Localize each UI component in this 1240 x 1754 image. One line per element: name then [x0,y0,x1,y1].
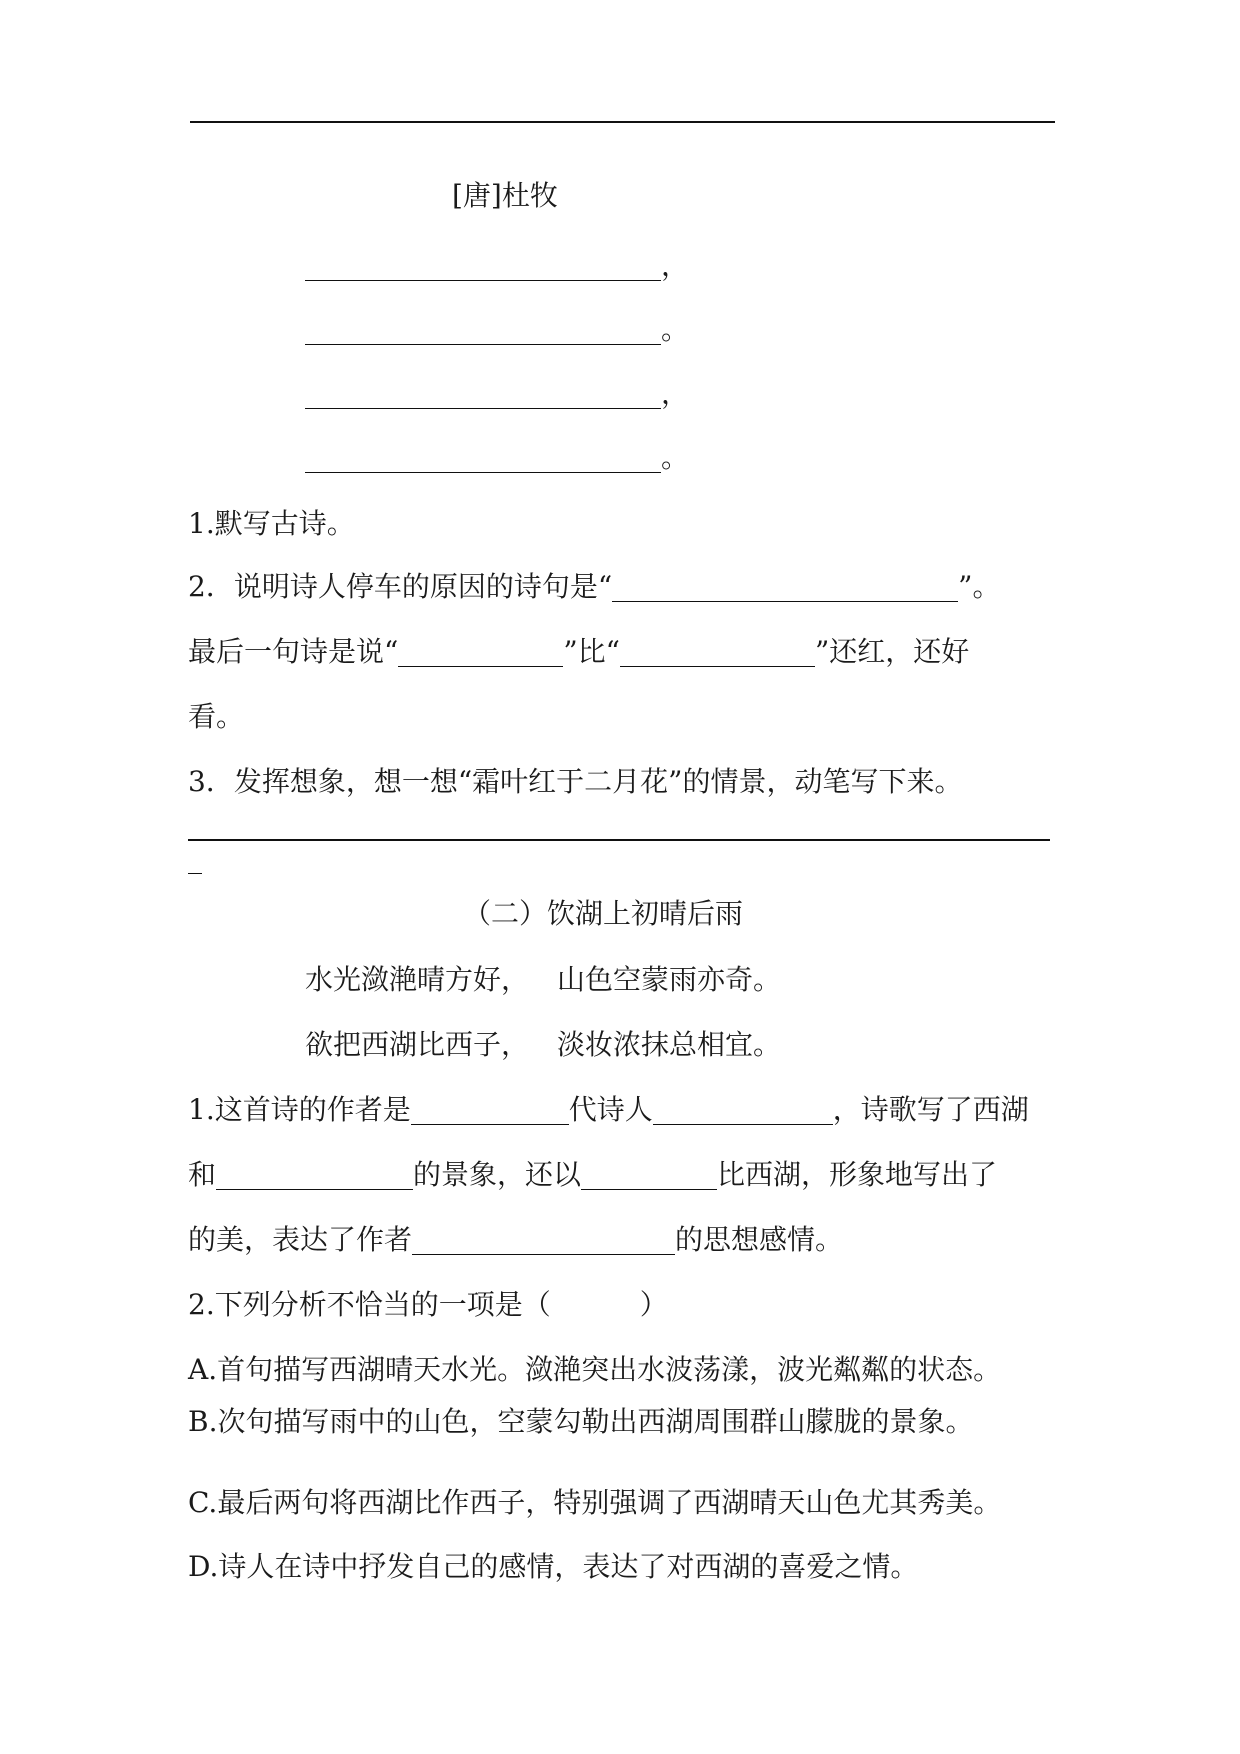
answer-blank[interactable] [305,378,661,409]
answer-blank[interactable] [412,1224,675,1255]
line-punct: ， [661,249,690,282]
q2-question-end: 看。 [188,700,245,733]
answer-blank[interactable] [398,636,563,667]
answer-blank[interactable] [305,314,661,345]
writing-answer-line[interactable] [188,839,1050,841]
option-a[interactable]: A.首句描写西湖晴天水光。潋滟突出水波荡漾，波光粼粼的状态。 [188,1353,1002,1386]
poem1-recite-line-1 [305,246,689,286]
answer-blank[interactable] [612,571,958,602]
poem2-q1-cont: 和 的景象，还以 比西湖，形象地写出了 [188,1158,998,1191]
poem2-q2: 2.下列分析不恰当的一项是（ ） [188,1288,668,1321]
answer-blank[interactable] [305,250,661,281]
top-rule [190,121,1055,123]
poem2-q1: 1.这首诗的作者是 代诗人 ，诗歌写了西湖 [188,1093,1029,1126]
answer-blank[interactable] [411,1094,569,1125]
poem2-line-2: 欲把西湖比西子， 淡妆浓抹总相宜。 [305,1028,782,1061]
poem2-title: （二）饮湖上初晴后雨 [463,897,744,930]
poem2-line-1: 水光潋滟晴方好， 山色空蒙雨亦奇。 [305,963,782,996]
answer-blank[interactable] [305,442,661,473]
poem1-recite-line-2 [305,310,689,350]
q2-question: 2．说明诗人停车的原因的诗句是“ ”。 [188,570,1001,603]
short-dash [188,873,202,874]
option-b[interactable]: B.次句描写雨中的山色，空蒙勾勒出西湖周围群山朦胧的景象。 [188,1405,974,1438]
q2-question-cont: 最后一句诗是说“ ”比“ ”还红，还好 [188,635,970,668]
poem1-author: [唐]杜牧 [452,179,558,212]
option-d[interactable]: D.诗人在诗中抒发自己的感情，表达了对西湖的喜爱之情。 [188,1550,919,1583]
poem2-q1-end: 的美，表达了作者 的思想感情。 [188,1223,844,1256]
q1-question: 1.默写古诗。 [188,507,355,540]
answer-blank[interactable] [620,636,815,667]
q3-question: 3．发挥想象，想一想“霜叶红于二月花”的情景，动笔写下来。 [188,765,963,798]
poem1-recite-line-4 [305,438,689,478]
line-punct: 。 [661,313,690,346]
answer-blank[interactable] [216,1159,413,1190]
line-punct: 。 [661,441,690,474]
option-c[interactable]: C.最后两句将西湖比作西子，特别强调了西湖晴天山色尤其秀美。 [188,1486,1002,1519]
line-punct: ， [661,377,690,410]
answer-blank[interactable] [581,1159,717,1190]
poem1-recite-line-3 [305,374,689,414]
answer-blank[interactable] [653,1094,833,1125]
